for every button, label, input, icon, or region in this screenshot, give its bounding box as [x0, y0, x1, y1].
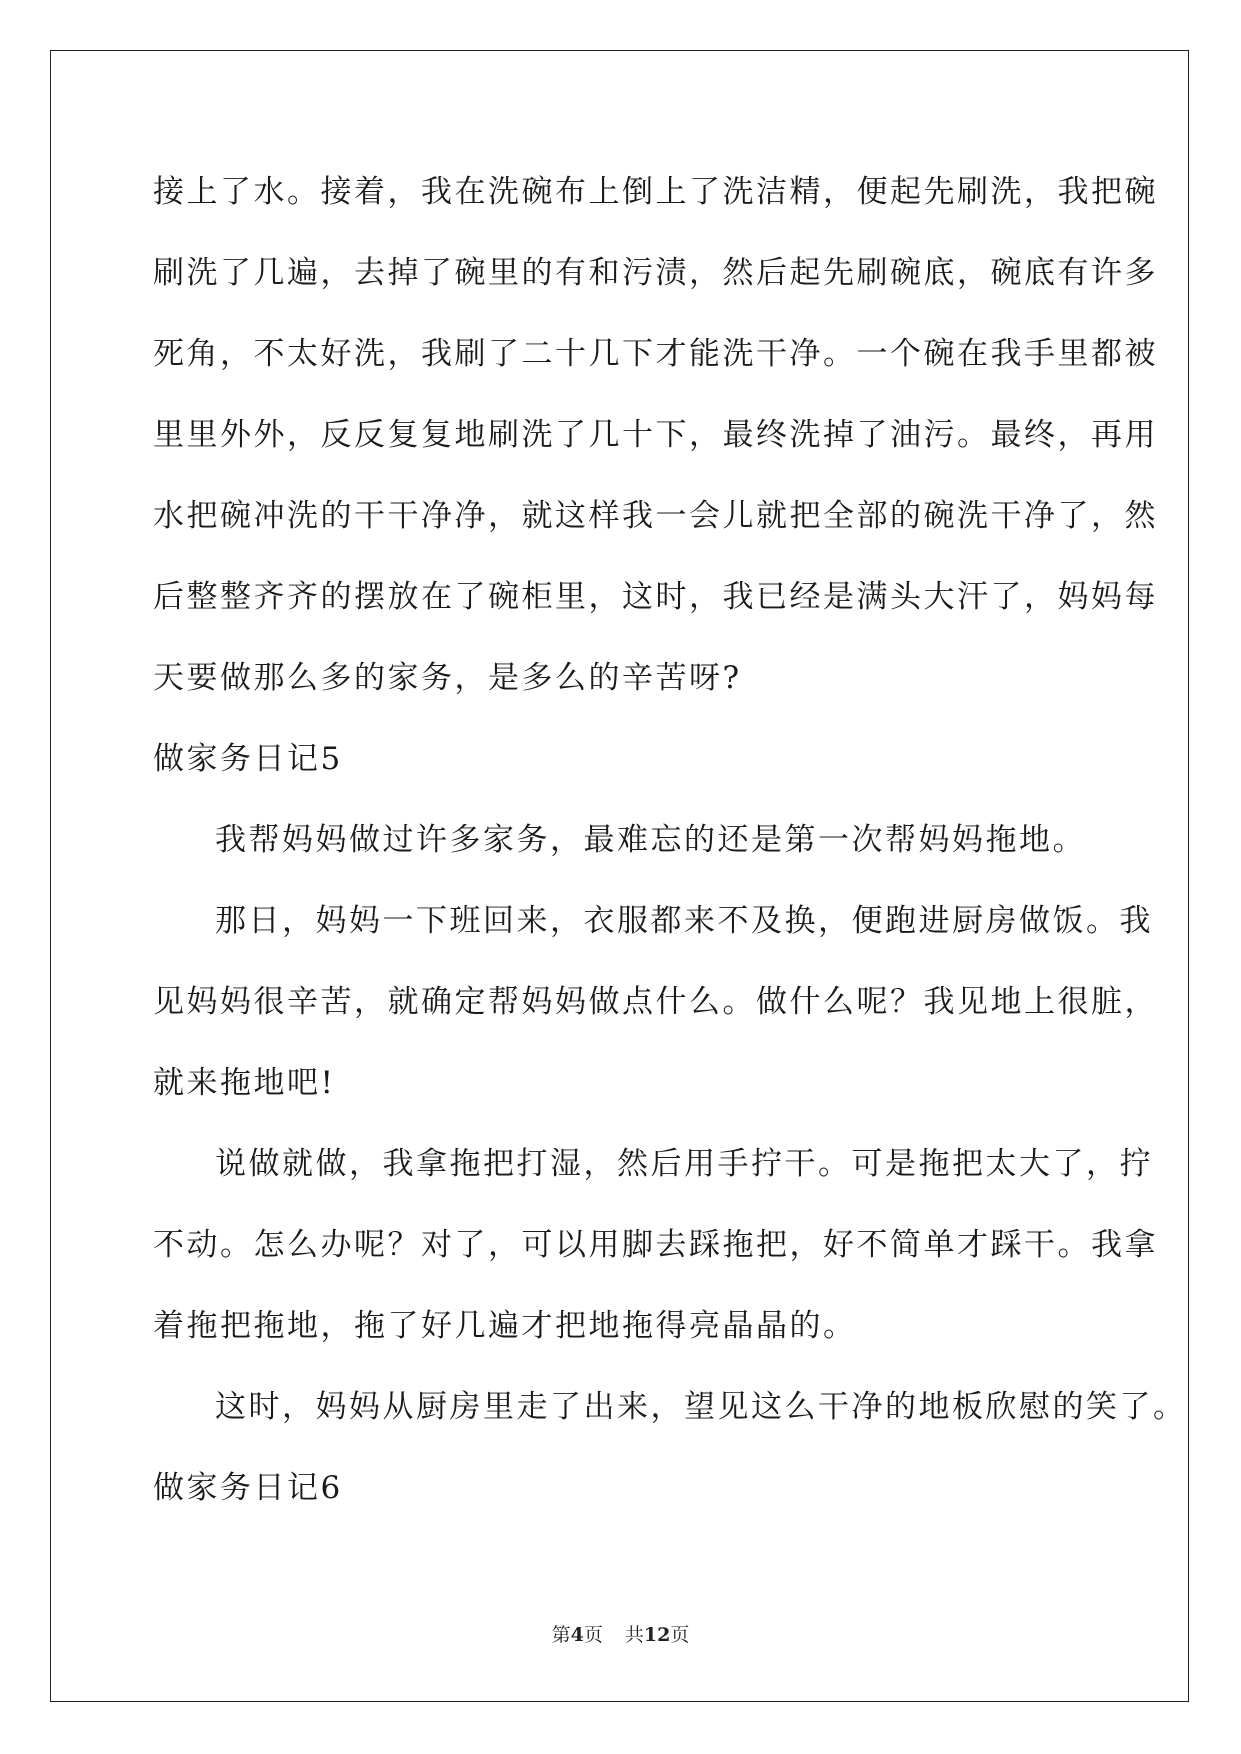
text-line: 见妈妈很辛苦，就确定帮妈妈做点什么。做什么呢？我见地上很脏， [153, 984, 1158, 1020]
text-line: 死角，不太好洗，我刷了二十几下才能洗干净。一个碗在我手里都被 [153, 336, 1158, 372]
text-line: 不动。怎么办呢？对了，可以用脚去踩拖把，好不简单才踩干。我拿 [153, 1227, 1158, 1263]
text-line: 我帮妈妈做过许多家务，最难忘的还是第一次帮妈妈拖地。 [215, 822, 1086, 858]
text-line: 天要做那么多的家务，是多么的辛苦呀? [153, 660, 742, 696]
text-line: 这时，妈妈从厨房里走了出来，望见这么干净的地板欣慰的笑了。 [215, 1389, 1187, 1425]
text-line: 后整整齐齐的摆放在了碗柜里，这时，我已经是满头大汗了，妈妈每 [153, 579, 1158, 615]
section-heading: 做家务日记5 [153, 741, 343, 777]
footer-total-suffix: 页 [670, 1624, 690, 1646]
footer-page-suffix: 页 [583, 1624, 603, 1646]
document-body [153, 162, 1187, 1539]
text-line: 水把碗冲洗的干干净净，就这样我一会儿就把全部的碗洗干净了，然 [153, 498, 1158, 534]
section-heading: 做家务日记6 [153, 1470, 343, 1506]
text-line: 那日，妈妈一下班回来，衣服都来不及换，便跑进厨房做饭。我 [215, 903, 1153, 939]
footer-total-prefix: 共 [624, 1624, 644, 1646]
current-page-number: 4 [570, 1624, 584, 1646]
text-line: 说做就做，我拿拖把打湿，然后用手拧干。可是拖把太大了，拧 [215, 1146, 1153, 1182]
text-line: 接上了水。接着，我在洗碗布上倒上了洗洁精，便起先刷洗，我把碗 [153, 174, 1158, 210]
footer-prefix: 第 [551, 1624, 571, 1646]
text-line: 刷洗了几遍，去掉了碗里的有和污渍，然后起先刷碗底，碗底有许多 [153, 255, 1158, 291]
text-line: 里里外外，反反复复地刷洗了几十下，最终洗掉了油污。最终，再用 [153, 417, 1158, 453]
page-number-footer [0, 1620, 1241, 1647]
text-line: 着拖把拖地，拖了好几遍才把地拖得亮晶晶的。 [153, 1308, 857, 1344]
total-pages-number: 12 [643, 1624, 671, 1646]
text-line: 就来拖地吧! [153, 1065, 336, 1101]
